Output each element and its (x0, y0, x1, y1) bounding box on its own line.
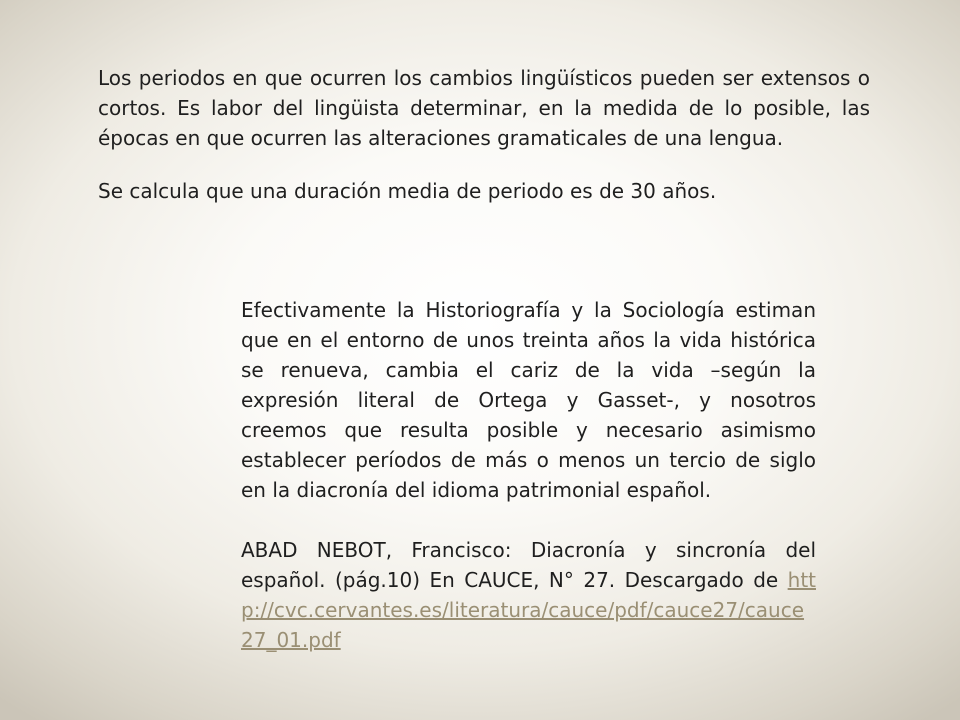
citation (241, 535, 816, 655)
intro-section (98, 63, 870, 206)
source-link[interactable]: http://cvc.cervantes.es/literatura/cauce/pdf/cauce27/cauce27_01.pdf (241, 568, 816, 652)
quote-text: Efectivamente la Historiografía y la Sociología estiman que en el entorno de unos treinta años la vida histórica se renueva, cambia el cariz de la vida –según la expresión literal de Ortega y Gasset-, y nosotros creemos que resulta posible y necesario asimismo establecer períodos de más o menos un tercio de siglo en la diacronía del idioma patrimonial español. (241, 298, 816, 502)
citation-text: ABAD NEBOT, Francisco: Diacronía y sincronía del español. (pág.10) En CAUCE, N° 27. Descargado de (241, 538, 816, 592)
quote-section (241, 295, 816, 655)
intro-paragraph: Los periodos en que ocurren los cambios lingüísticos pueden ser extensos o cortos. Es labor del lingüista determinar, en la medida de lo posible, las épocas en que ocurren las alteraciones gramaticales de una lengua. (98, 66, 870, 150)
duration-statement: Se calcula que una duración media de periodo es de 30 años. (98, 179, 717, 203)
